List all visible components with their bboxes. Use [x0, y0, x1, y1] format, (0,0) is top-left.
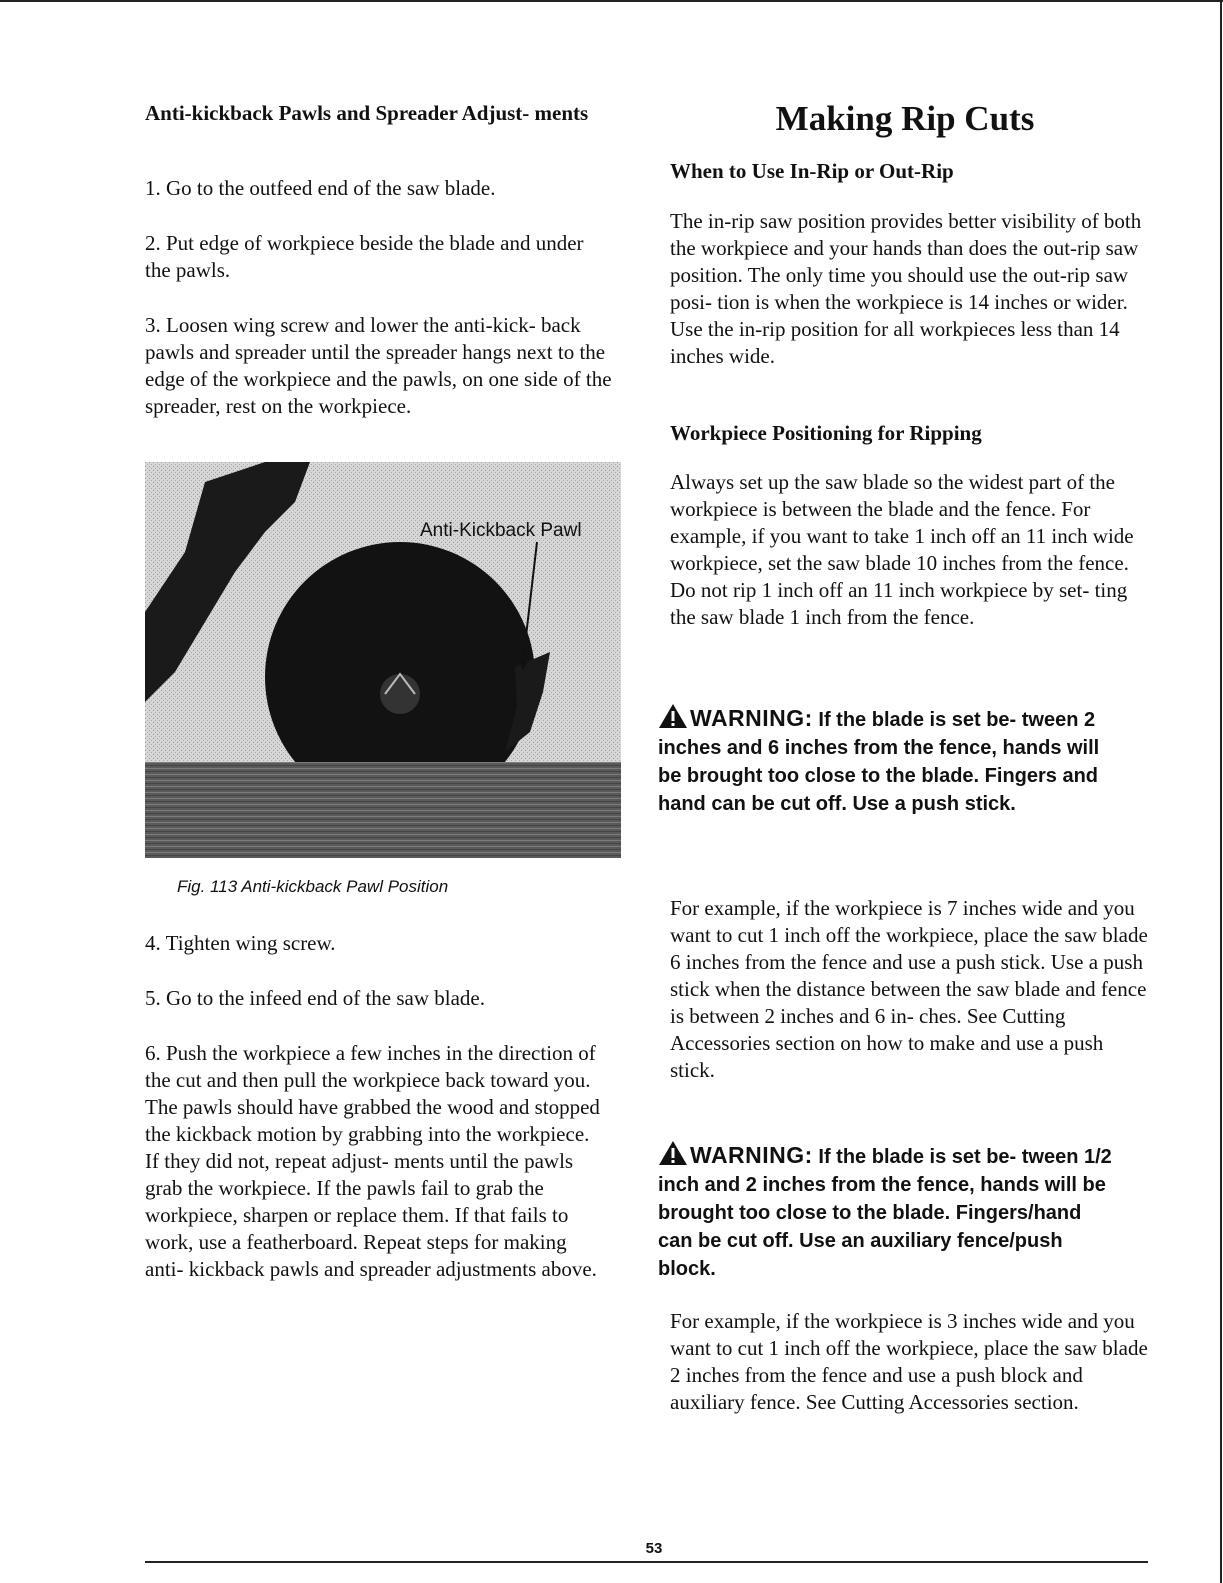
section-heading-in-rip: When to Use In-Rip or Out-Rip [670, 159, 954, 183]
paragraph-push-block: For example, if the workpiece is 3 inches wide and you want to cut 1 inch off the workpiece, place the saw blade 2 inches from the fence and use a push block and auxiliary fence. See Cutting Accessories section. [670, 1309, 1148, 1414]
warning-triangle-icon [658, 703, 688, 729]
paragraph-in-rip: The in-rip saw position provides better visibility of both the workpiece and your hands than does the out-rip saw position. The only time you should use the out-rip saw posi- tion is when the workpiece is 14 inches or wider. Use the in-rip position for all workpieces less than 14 inches wide. [670, 209, 1142, 368]
warning-text-1: If the blade is set be- tween 2 inches and 6 inches from the fence, hands will be brought too close to the blade. Fingers and hand can be cut off. Use a push stick. [658, 709, 1100, 815]
warning-triangle-icon [658, 1140, 688, 1166]
warning-text-2: If the blade is set be- tween 1/2 inch and 2 inches from the fence, hands will be brought too close to the blade. Fingers/hand can be cut off. Use an auxiliary fence/push block. [658, 1146, 1112, 1280]
figure-caption: Fig. 113 Anti-kickback Pawl Position [177, 877, 449, 896]
figure-label: Anti-Kickback Pawl [420, 520, 582, 541]
page-number: 53 [645, 1540, 663, 1557]
right-border [1220, 0, 1222, 1583]
step-2: 2. Put edge of workpiece beside the blade and under the pawls. [145, 231, 584, 282]
footer-rule [145, 1561, 1148, 1563]
page-title: Making Rip Cuts [775, 99, 1035, 138]
paragraph-push-stick: For example, if the workpiece is 7 inches wide and you want to cut 1 inch off the workpiece, place the saw blade 6 inches from the fence and use a push stick. Use a push stick when the distance between the saw blade and fence is between 2 inches and 6 in- ches. See Cutting Accessories section on how to make and use a push stick. [670, 896, 1148, 1082]
step-4: 4. Tighten wing screw. [145, 931, 336, 955]
step-6: 6. Push the workpiece a few inches in the direction of the cut and then pull the workpiece back toward you. The pawls should have grabbed the wood and stopped the kickback motion by grabbing into the workpiece. If they did not, repeat adjust- ments until the pawls grab the workpiece. If the pawls fail to grab the workpiece, sharpen or replace them. If that fails to work, use a featherboard. Repeat steps for making anti- kickback pawls and spreader adjustments above. [145, 1041, 600, 1281]
warning-label: WARNING: [690, 1142, 813, 1168]
step-3: 3. Loosen wing screw and lower the anti-kick- back pawls and spreader until the spreader hangs next to the edge of the workpiece and the pawls, on one side of the spreader, rest on the workpiece. [145, 313, 612, 418]
figure-anti-kickback-pawl [145, 462, 621, 858]
warning-label: WARNING: [690, 705, 813, 731]
paragraph-positioning: Always set up the saw blade so the widest part of the workpiece is between the blade and the fence. For example, if you want to take 1 inch off an 11 inch wide workpiece, set the saw blade 10 inches from the fence. Do not rip 1 inch off an 11 inch workpiece by set- ting the saw blade 1 inch from the fence. [670, 470, 1134, 629]
step-1: 1. Go to the outfeed end of the saw blade. [145, 176, 496, 200]
warning-block-2 [658, 1140, 1118, 1283]
section-heading-positioning: Workpiece Positioning for Ripping [670, 421, 982, 445]
top-border [0, 0, 1223, 2]
step-5: 5. Go to the infeed end of the saw blade. [145, 986, 485, 1010]
section-heading-pawls: Anti-kickback Pawls and Spreader Adjust- ments [145, 101, 589, 125]
warning-block-1 [658, 703, 1118, 818]
